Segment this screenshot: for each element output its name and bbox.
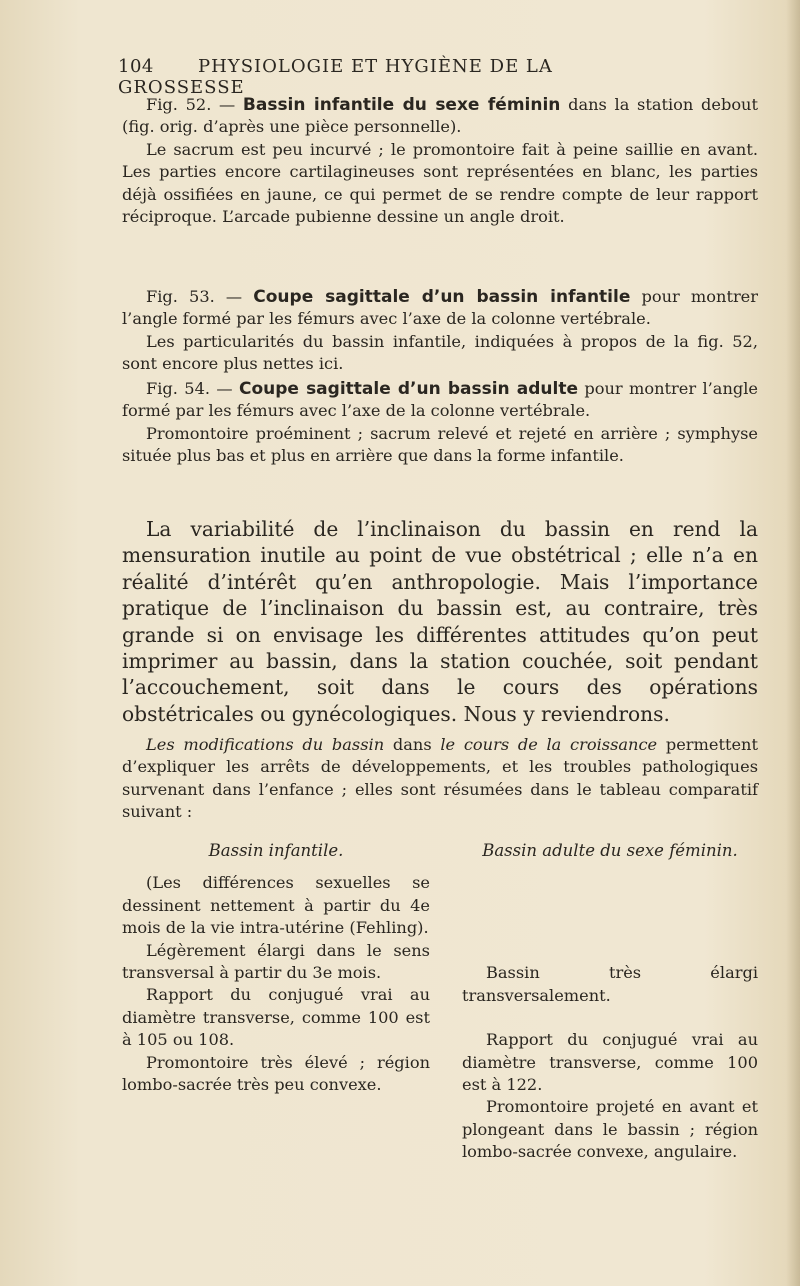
table-left-column [122, 840, 430, 1096]
table-right-column [462, 840, 758, 1164]
page-edge-shadow [786, 0, 800, 1286]
intro-rest: permettent d’expliquer les arrêts de développements, et les troubles pathologiques survenant dans l’enfance ; elles sont résumées dans le tableau comparatif suivant : [122, 735, 758, 822]
right-row-1: Bassin très élargi transversalement. [462, 963, 758, 1005]
figure-caption-rest: dans la station debout (fig. orig. d’après une pièce personnelle). [122, 95, 758, 137]
figure-label: Fig. 52. — [146, 95, 236, 114]
intro-italic-2: le cours de la croissance [440, 735, 658, 754]
figure-title: Coupe sagittale d’un bassin infantile [253, 287, 631, 307]
running-header [118, 56, 678, 98]
figure-description: Le sacrum est peu incurvé ; le promontoire fait à peine saillie en avant. Les parties encore cartilagineuses sont représentées en blanc, les parties déjà ossifiées en jaune, ce qui permet de se rendre compte de leur rapport réciproque. L’arcade pubienne dessine un angle droit. [122, 139, 758, 227]
intro-italic-1: Les modifications du bassin [146, 735, 385, 754]
right-row-3: Promontoire projeté en avant et plongeant dans le bassin ; région lombo-sacrée convexe, angulaire. [462, 1097, 758, 1162]
figure-caption-52 [122, 94, 758, 228]
page-number: 104 [118, 56, 154, 77]
figure-description: Les particularités du bassin infantile, indiquées à propos de la fig. 52, sont encore plus nettes ici. [122, 331, 758, 374]
figure-title: Bassin infantile du sexe féminin [242, 95, 561, 115]
right-row-2: Rapport du conjugué vrai au diamètre transverse, comme 100 est à 122. [462, 1030, 758, 1095]
figure-label: Fig. 53. — [146, 287, 243, 306]
table-intro-block [122, 734, 758, 824]
main-paragraph-block [122, 516, 758, 727]
left-row-1: (Les différences sexuelles se dessinent nettement à partir du 4e mois de la vie intra-utérine (Fehling). [122, 873, 430, 938]
figure-caption-53 [122, 286, 758, 376]
figure-description: Promontoire proéminent ; sacrum relevé et rejeté en arrière ; symphyse située plus bas et plus en arrière que dans la forme infantile. [122, 423, 758, 466]
intro-roman: dans [392, 735, 432, 754]
table-intro [122, 734, 758, 824]
left-row-4: Promontoire très élevé ; région lombo-sacrée très peu convexe. [122, 1052, 430, 1095]
figure-caption-54 [122, 378, 758, 468]
figure-label: Fig. 54. — [146, 379, 233, 398]
figure-title: Coupe sagittale d’un bassin adulte [238, 379, 579, 399]
left-row-3: Rapport du conjugué vrai au diamètre transverse, comme 100 est à 105 ou 108. [122, 985, 430, 1050]
left-column-heading: Bassin infantile. [208, 841, 344, 860]
main-paragraph: La variabilité de l’inclinaison du bassin en rend la mensuration inutile au point de vue obstétrical ; elle n’a en réalité d’intérêt qu’en anthropologie. Mais l’importance pratique de l’inclinaison du bassin est, au contraire, très grande si on envisage les différentes attitudes qu’on peut imprimer au bassin, dans la station couchée, soit pendant l’accouchement, soit dans le cours des opérations obstétricales ou gynécologiques. Nous y reviendrons. [122, 517, 758, 726]
right-column-heading: Bassin adulte du sexe féminin. [482, 841, 738, 860]
figure-caption-rest: pour montrer l’angle formé par les fémurs avec l’axe de la colonne vertébrale. [122, 287, 759, 329]
figure-caption-rest: pour montrer l’angle formé par les fémurs avec l’axe de la colonne vertébrale. [122, 379, 758, 421]
running-title: PHYSIOLOGIE ET HYGIÈNE DE LA GROSSESSE [118, 56, 553, 98]
left-row-2: Légèrement élargi dans le sens transversal à partir du 3e mois. [122, 940, 430, 983]
